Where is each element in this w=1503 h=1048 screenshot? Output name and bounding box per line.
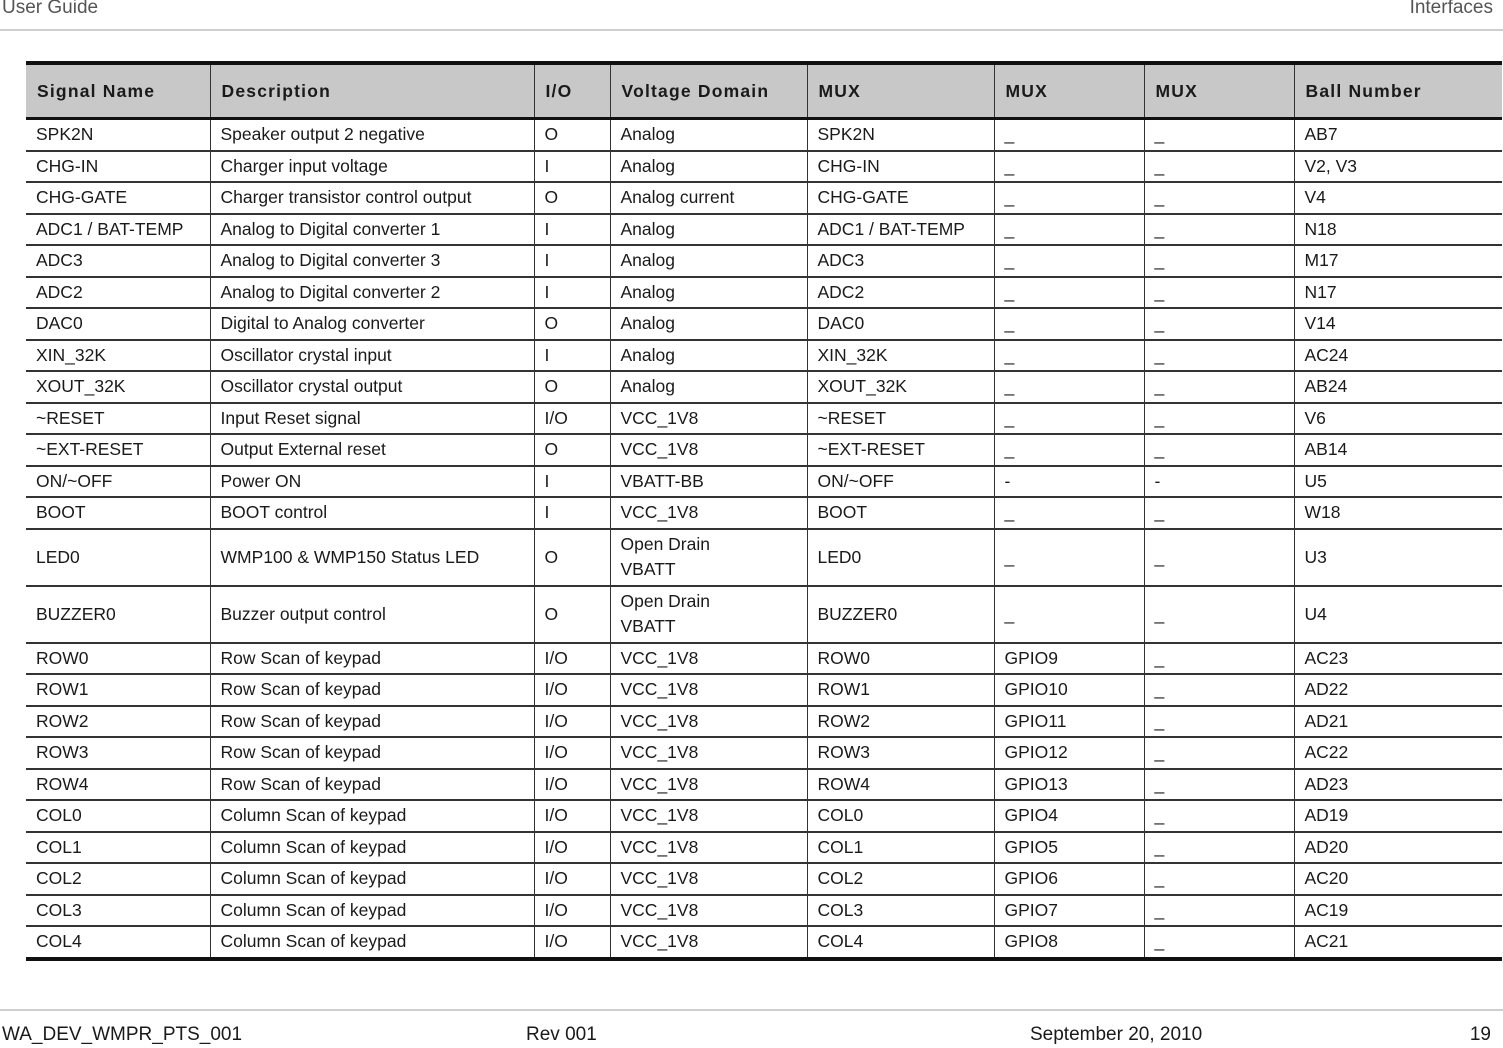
mux-cell: _ (994, 403, 1144, 435)
io-cell: O (534, 371, 610, 403)
voltage-domain-cell: Open Drain VBATT (610, 586, 807, 643)
mux-cell: GPIO6 (994, 863, 1144, 895)
mux-cell: _ (1144, 403, 1294, 435)
table-row (26, 497, 1502, 529)
signal-name-cell: LED0 (26, 529, 210, 586)
table-header-row (26, 63, 1502, 119)
ball-number-cell: AC21 (1294, 926, 1502, 959)
ball-number-cell: U4 (1294, 586, 1502, 643)
description-cell: Charger transistor control output (210, 182, 534, 214)
mux-cell: LED0 (807, 529, 994, 586)
mux-cell: _ (1144, 832, 1294, 864)
mux-cell: _ (1144, 895, 1294, 927)
table-row (26, 674, 1502, 706)
io-cell: I/O (534, 706, 610, 738)
table-row (26, 737, 1502, 769)
mux-cell: GPIO4 (994, 800, 1144, 832)
mux-cell: CHG-IN (807, 151, 994, 183)
table-row (26, 277, 1502, 309)
voltage-domain-cell: Analog (610, 119, 807, 151)
ball-number-cell: W18 (1294, 497, 1502, 529)
description-cell: Buzzer output control (210, 586, 534, 643)
ball-number-cell: AD22 (1294, 674, 1502, 706)
ball-number-cell: M17 (1294, 245, 1502, 277)
io-cell: I/O (534, 737, 610, 769)
io-cell: O (534, 586, 610, 643)
description-cell: WMP100 & WMP150 Status LED (210, 529, 534, 586)
voltage-domain-cell: Analog (610, 308, 807, 340)
mux-cell: COL2 (807, 863, 994, 895)
description-cell: Oscillator crystal output (210, 371, 534, 403)
io-cell: I (534, 340, 610, 372)
mux-cell: BOOT (807, 497, 994, 529)
column-header: MUX (1144, 63, 1294, 119)
io-cell: I (534, 245, 610, 277)
ball-number-cell: V14 (1294, 308, 1502, 340)
voltage-domain-cell: Analog (610, 245, 807, 277)
mux-cell: _ (1144, 497, 1294, 529)
mux-cell: _ (1144, 340, 1294, 372)
column-header: I/O (534, 63, 610, 119)
io-cell: I/O (534, 769, 610, 801)
ball-number-cell: AD23 (1294, 769, 1502, 801)
mux-cell: COL0 (807, 800, 994, 832)
mux-cell: _ (994, 245, 1144, 277)
signal-name-cell: ROW3 (26, 737, 210, 769)
ball-number-cell: U3 (1294, 529, 1502, 586)
mux-cell: _ (1144, 769, 1294, 801)
footer-date: September 20, 2010 (1030, 1024, 1203, 1045)
io-cell: I (534, 466, 610, 498)
column-header: Description (210, 63, 534, 119)
voltage-domain-cell: VCC_1V8 (610, 800, 807, 832)
signal-name-cell: COL3 (26, 895, 210, 927)
signal-name-cell: ROW0 (26, 643, 210, 675)
description-cell: Column Scan of keypad (210, 800, 534, 832)
mux-cell: _ (1144, 586, 1294, 643)
mux-cell: _ (994, 308, 1144, 340)
signal-name-cell: ~EXT-RESET (26, 434, 210, 466)
description-cell: Speaker output 2 negative (210, 119, 534, 151)
signal-name-cell: SPK2N (26, 119, 210, 151)
page-header (0, 0, 1503, 31)
mux-cell: GPIO7 (994, 895, 1144, 927)
description-cell: Row Scan of keypad (210, 737, 534, 769)
table-row (26, 434, 1502, 466)
mux-cell: _ (994, 214, 1144, 246)
mux-cell: GPIO8 (994, 926, 1144, 959)
mux-cell: _ (994, 277, 1144, 309)
io-cell: I (534, 151, 610, 183)
description-cell: Row Scan of keypad (210, 706, 534, 738)
mux-cell: ~RESET (807, 403, 994, 435)
voltage-domain-cell: VCC_1V8 (610, 769, 807, 801)
voltage-domain-cell: Analog (610, 371, 807, 403)
voltage-domain-cell: VCC_1V8 (610, 643, 807, 675)
table-row (26, 832, 1502, 864)
mux-cell: _ (1144, 245, 1294, 277)
ball-number-cell: AB14 (1294, 434, 1502, 466)
header-title: User Guide (2, 0, 99, 18)
mux-cell: GPIO11 (994, 706, 1144, 738)
signal-name-cell: ~RESET (26, 403, 210, 435)
voltage-domain-cell: VCC_1V8 (610, 497, 807, 529)
table-row (26, 403, 1502, 435)
signal-name-cell: DAC0 (26, 308, 210, 340)
table-row (26, 119, 1502, 151)
table-row (26, 182, 1502, 214)
voltage-domain-cell: VCC_1V8 (610, 706, 807, 738)
table-row (26, 586, 1502, 643)
mux-cell: DAC0 (807, 308, 994, 340)
footer-doc-id: WA_DEV_WMPR_PTS_001 (2, 1024, 243, 1045)
signal-name-cell: ROW1 (26, 674, 210, 706)
signal-name-cell: ROW4 (26, 769, 210, 801)
description-cell: Row Scan of keypad (210, 769, 534, 801)
mux-cell: _ (994, 182, 1144, 214)
mux-cell: _ (1144, 371, 1294, 403)
mux-cell: CHG-GATE (807, 182, 994, 214)
description-cell: Column Scan of keypad (210, 926, 534, 959)
io-cell: I/O (534, 674, 610, 706)
signal-name-cell: ADC1 / BAT-TEMP (26, 214, 210, 246)
signal-name-cell: COL0 (26, 800, 210, 832)
voltage-domain-cell: VCC_1V8 (610, 926, 807, 959)
mux-cell: ADC1 / BAT-TEMP (807, 214, 994, 246)
io-cell: I/O (534, 800, 610, 832)
signal-name-cell: XOUT_32K (26, 371, 210, 403)
io-cell: O (534, 529, 610, 586)
mux-cell: GPIO12 (994, 737, 1144, 769)
mux-cell: ROW2 (807, 706, 994, 738)
description-cell: Output External reset (210, 434, 534, 466)
io-cell: I/O (534, 926, 610, 959)
ball-number-cell: V2, V3 (1294, 151, 1502, 183)
description-cell: Oscillator crystal input (210, 340, 534, 372)
mux-cell: _ (994, 529, 1144, 586)
mux-cell: _ (1144, 863, 1294, 895)
table-row (26, 863, 1502, 895)
table-row (26, 466, 1502, 498)
voltage-domain-cell: VCC_1V8 (610, 737, 807, 769)
mux-cell: _ (994, 371, 1144, 403)
mux-cell: _ (1144, 308, 1294, 340)
mux-cell: GPIO9 (994, 643, 1144, 675)
mux-cell: - (1144, 466, 1294, 498)
mux-cell: - (994, 466, 1144, 498)
mux-cell: GPIO10 (994, 674, 1144, 706)
ball-number-cell: AB24 (1294, 371, 1502, 403)
mux-cell: _ (1144, 800, 1294, 832)
io-cell: O (534, 308, 610, 340)
voltage-domain-cell: Analog (610, 214, 807, 246)
table-row (26, 529, 1502, 586)
description-cell: Column Scan of keypad (210, 895, 534, 927)
table-row (26, 706, 1502, 738)
signal-name-cell: ROW2 (26, 706, 210, 738)
column-header: Ball Number (1294, 63, 1502, 119)
table-row (26, 800, 1502, 832)
column-header: Signal Name (26, 63, 210, 119)
mux-cell: _ (1144, 182, 1294, 214)
ball-number-cell: N17 (1294, 277, 1502, 309)
description-cell: Analog to Digital converter 3 (210, 245, 534, 277)
mux-cell: ROW3 (807, 737, 994, 769)
description-cell: Power ON (210, 466, 534, 498)
ball-number-cell: AD19 (1294, 800, 1502, 832)
mux-cell: XOUT_32K (807, 371, 994, 403)
mux-cell: BUZZER0 (807, 586, 994, 643)
ball-number-cell: V4 (1294, 182, 1502, 214)
description-cell: Analog to Digital converter 2 (210, 277, 534, 309)
table-row (26, 926, 1502, 959)
page-footer (0, 1009, 1503, 1048)
signal-table (26, 61, 1502, 961)
description-cell: Column Scan of keypad (210, 863, 534, 895)
voltage-domain-cell: VCC_1V8 (610, 895, 807, 927)
table-row (26, 214, 1502, 246)
signal-name-cell: CHG-IN (26, 151, 210, 183)
table-row (26, 308, 1502, 340)
header-section: Interfaces (1409, 0, 1493, 18)
mux-cell: _ (994, 340, 1144, 372)
description-cell: Row Scan of keypad (210, 643, 534, 675)
ball-number-cell: U5 (1294, 466, 1502, 498)
mux-cell: ROW4 (807, 769, 994, 801)
description-cell: Input Reset signal (210, 403, 534, 435)
ball-number-cell: AC19 (1294, 895, 1502, 927)
footer-page-number: 19 (1469, 1024, 1491, 1045)
signal-name-cell: COL2 (26, 863, 210, 895)
description-cell: BOOT control (210, 497, 534, 529)
ball-number-cell: AC22 (1294, 737, 1502, 769)
mux-cell: _ (1144, 119, 1294, 151)
mux-cell: COL4 (807, 926, 994, 959)
voltage-domain-cell: VCC_1V8 (610, 674, 807, 706)
mux-cell: COL3 (807, 895, 994, 927)
mux-cell: _ (994, 151, 1144, 183)
table-row (26, 371, 1502, 403)
signal-name-cell: BOOT (26, 497, 210, 529)
ball-number-cell: AC23 (1294, 643, 1502, 675)
footer-revision: Rev 001 (526, 1024, 597, 1045)
voltage-domain-cell: VCC_1V8 (610, 863, 807, 895)
mux-cell: _ (1144, 151, 1294, 183)
io-cell: O (534, 182, 610, 214)
voltage-domain-cell: Analog (610, 277, 807, 309)
io-cell: I (534, 277, 610, 309)
mux-cell: _ (994, 586, 1144, 643)
voltage-domain-cell: Open Drain VBATT (610, 529, 807, 586)
description-cell: Row Scan of keypad (210, 674, 534, 706)
ball-number-cell: AC20 (1294, 863, 1502, 895)
mux-cell: SPK2N (807, 119, 994, 151)
io-cell: I (534, 497, 610, 529)
signal-name-cell: BUZZER0 (26, 586, 210, 643)
mux-cell: _ (1144, 706, 1294, 738)
mux-cell: _ (994, 497, 1144, 529)
signal-name-cell: ADC3 (26, 245, 210, 277)
mux-cell: XIN_32K (807, 340, 994, 372)
mux-cell: _ (1144, 434, 1294, 466)
mux-cell: _ (1144, 674, 1294, 706)
voltage-domain-cell: VCC_1V8 (610, 832, 807, 864)
signal-name-cell: XIN_32K (26, 340, 210, 372)
io-cell: I/O (534, 895, 610, 927)
signal-name-cell: ADC2 (26, 277, 210, 309)
description-cell: Analog to Digital converter 1 (210, 214, 534, 246)
signal-name-cell: COL1 (26, 832, 210, 864)
io-cell: O (534, 119, 610, 151)
mux-cell: GPIO5 (994, 832, 1144, 864)
mux-cell: COL1 (807, 832, 994, 864)
ball-number-cell: AD21 (1294, 706, 1502, 738)
mux-cell: ~EXT-RESET (807, 434, 994, 466)
ball-number-cell: AC24 (1294, 340, 1502, 372)
mux-cell: ADC3 (807, 245, 994, 277)
mux-cell: _ (1144, 643, 1294, 675)
io-cell: I/O (534, 643, 610, 675)
table-row (26, 769, 1502, 801)
signal-name-cell: COL4 (26, 926, 210, 959)
mux-cell: _ (1144, 277, 1294, 309)
signal-name-cell: CHG-GATE (26, 182, 210, 214)
ball-number-cell: AB7 (1294, 119, 1502, 151)
mux-cell: _ (994, 434, 1144, 466)
column-header: MUX (807, 63, 994, 119)
signal-name-cell: ON/~OFF (26, 466, 210, 498)
mux-cell: ON/~OFF (807, 466, 994, 498)
voltage-domain-cell: VBATT-BB (610, 466, 807, 498)
column-header: Voltage Domain (610, 63, 807, 119)
table-row (26, 643, 1502, 675)
mux-cell: _ (1144, 529, 1294, 586)
voltage-domain-cell: Analog current (610, 182, 807, 214)
ball-number-cell: V6 (1294, 403, 1502, 435)
table-row (26, 895, 1502, 927)
table-row (26, 340, 1502, 372)
ball-number-cell: AD20 (1294, 832, 1502, 864)
voltage-domain-cell: Analog (610, 340, 807, 372)
table-body (26, 119, 1502, 959)
description-cell: Charger input voltage (210, 151, 534, 183)
ball-number-cell: N18 (1294, 214, 1502, 246)
voltage-domain-cell: VCC_1V8 (610, 403, 807, 435)
io-cell: I/O (534, 403, 610, 435)
voltage-domain-cell: VCC_1V8 (610, 434, 807, 466)
table-row (26, 245, 1502, 277)
voltage-domain-cell: Analog (610, 151, 807, 183)
description-cell: Column Scan of keypad (210, 832, 534, 864)
mux-cell: ADC2 (807, 277, 994, 309)
mux-cell: ROW0 (807, 643, 994, 675)
io-cell: I/O (534, 832, 610, 864)
mux-cell: _ (1144, 214, 1294, 246)
table-row (26, 151, 1502, 183)
mux-cell: _ (994, 119, 1144, 151)
io-cell: I/O (534, 863, 610, 895)
io-cell: O (534, 434, 610, 466)
mux-cell: _ (1144, 737, 1294, 769)
mux-cell: GPIO13 (994, 769, 1144, 801)
mux-cell: _ (1144, 926, 1294, 959)
column-header: MUX (994, 63, 1144, 119)
description-cell: Digital to Analog converter (210, 308, 534, 340)
io-cell: I (534, 214, 610, 246)
mux-cell: ROW1 (807, 674, 994, 706)
